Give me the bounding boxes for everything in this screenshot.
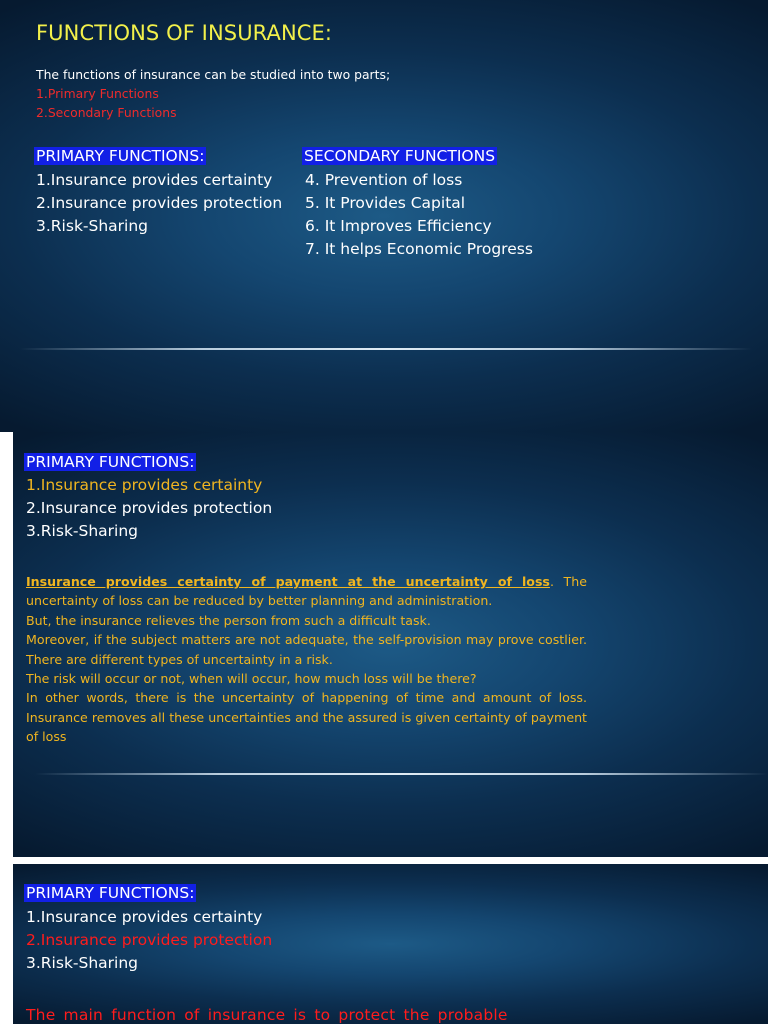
primary-heading xyxy=(34,147,206,165)
primary-item: 2.Insurance provides protection xyxy=(36,194,283,212)
part-secondary: 2.Secondary Functions xyxy=(36,105,177,120)
slide-primary-protection xyxy=(13,864,768,1024)
secondary-item: 7. It helps Economic Progress xyxy=(305,240,533,258)
primary-heading xyxy=(24,453,196,471)
paragraph: But, the insurance relieves the person from such a difficult task. xyxy=(26,612,431,628)
primary-heading-label: PRIMARY FUNCTIONS: xyxy=(36,147,205,165)
slide-divider xyxy=(35,773,768,775)
primary-item-highlighted: 1.Insurance provides certainty xyxy=(26,476,263,494)
paragraph: Moreover, if the subject matters are not adequate, the self-provision may prove costlier. There are different types of uncertainty in a risk. xyxy=(26,632,587,667)
intro-text: The functions of insurance can be studied into two parts; xyxy=(36,67,391,82)
lead-sentence: Insurance provides certainty of payment at the uncertainty of loss xyxy=(26,574,550,589)
slide-primary-certainty xyxy=(13,432,768,857)
slide-divider xyxy=(20,348,752,350)
primary-item: 2.Insurance provides protection xyxy=(26,499,273,517)
slide-functions-of-insurance xyxy=(0,0,768,432)
primary-heading xyxy=(24,884,196,902)
secondary-item: 4. Prevention of loss xyxy=(305,171,463,189)
part-primary: 1.Primary Functions xyxy=(36,86,159,101)
certainty-explanation xyxy=(26,572,587,747)
primary-item: 3.Risk-Sharing xyxy=(36,217,149,235)
secondary-item: 5. It Provides Capital xyxy=(305,194,466,212)
primary-heading-label: PRIMARY FUNCTIONS: xyxy=(26,453,195,471)
secondary-heading-label: SECONDARY FUNCTIONS xyxy=(304,147,496,165)
paragraph: In other words, there is the uncertainty of happening of time and amount of loss. Insurance removes all these uncertainties and the assured is given certainty of payment of loss xyxy=(26,690,587,745)
lead-tail: . The uncertainty of loss can be reduced by better planning and administration. xyxy=(26,574,587,609)
slide-title: FUNCTIONS OF INSURANCE: xyxy=(36,21,333,45)
primary-heading-label: PRIMARY FUNCTIONS: xyxy=(26,884,195,902)
primary-item: 3.Risk-Sharing xyxy=(26,954,139,972)
primary-item: 3.Risk-Sharing xyxy=(26,522,139,540)
primary-item-highlighted: 2.Insurance provides protection xyxy=(26,931,273,949)
paragraph: The risk will occur or not, when will occur, how much loss will be there? xyxy=(26,671,477,687)
paragraph xyxy=(26,572,587,611)
protection-body-start: The main function of insurance is to protect the probable xyxy=(26,1006,508,1024)
primary-item: 1.Insurance provides certainty xyxy=(26,908,263,926)
secondary-item: 6. It Improves Efficiency xyxy=(305,217,492,235)
secondary-heading xyxy=(302,147,497,165)
primary-item: 1.Insurance provides certainty xyxy=(36,171,273,189)
